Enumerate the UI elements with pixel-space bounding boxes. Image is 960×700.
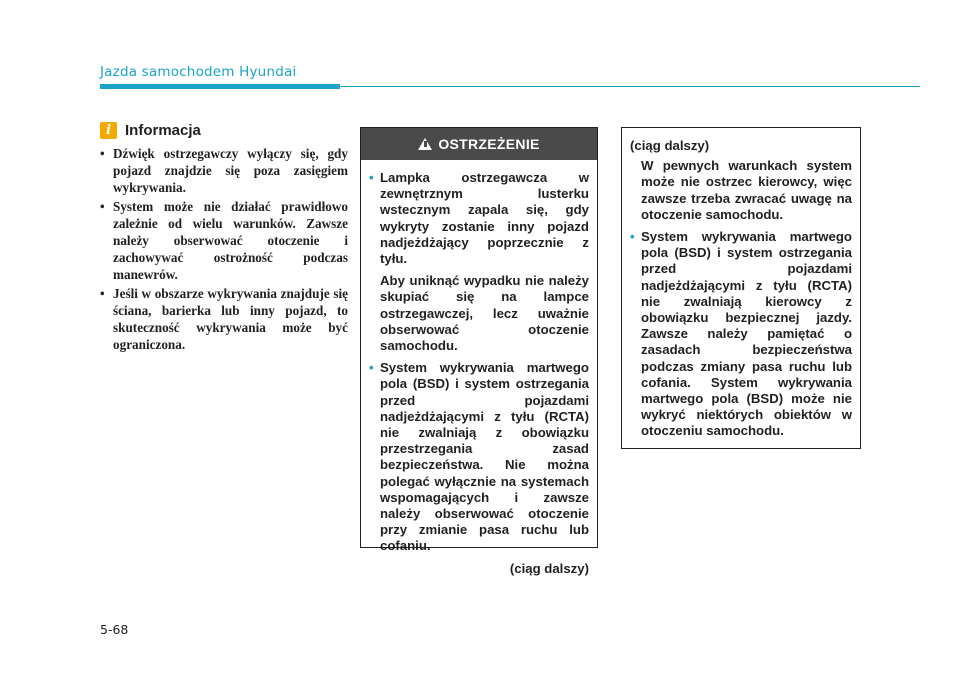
list-item: • Jeśli w obszarze wykrywania znajduje się ściana, barierka lub inny pojazd, to skuteczność wykrywania może być ograniczona. [100,286,348,352]
list-item: • Lampka ostrzegawcza w zewnętrznym lusterku wstecznym zapala się, gdy wykryty zostanie inny pojazd nadjeżdżający poprzecznie z tyłu. [369,170,589,267]
continued-heading: (ciąg dalszy) [630,138,710,153]
information-section [100,122,348,355]
info-icon: i [100,122,117,139]
warning-box [360,127,598,576]
information-heading [100,122,348,139]
warning-header [361,128,597,160]
continued-box [621,127,861,449]
list-item: • System wykrywania martwego pola (BSD) i system ostrzegania przed pojazdami nadjeżdżającymi z tyłu (RCTA) nie zwalniają z obowiązku przestrzegania zasad bezpieczeństwa. Nie można polegać wyłącznie na systemach wspomagających i zawsze należy obserwować otoczenie przy zmianie pasa ruchu lub cofaniu. [369,360,589,554]
list-item: • System może nie działać prawidłowo zależnie od wielu warunków. Zawsze należy obserwować otoczenie i zachowywać ostrożność podczas manewrów. [100,199,348,282]
warning-body [361,160,597,577]
continued-note: (ciąg dalszy) [509,560,589,576]
header-accent-bar [100,84,340,89]
header-title: Jazda samochodem Hyundai [100,64,297,80]
information-list [100,145,348,353]
warning-paragraph: Aby uniknąć wypadku nie należy skupiać się na lampce ostrzegawczej, lecz uważnie obserwować otoczenie samochodu. [380,273,589,354]
list-item: • System wykrywania martwego pola (BSD) i system ostrzegania przed pojazdami nadjeżdżającymi z tyłu (RCTA) nie zwalniają kierowcy z obowiązku bezpiecznej jazdy. Zawsze należy pamiętać o zasadach bezpieczeństwa podczas zmiany pasa ruchu lub cofania. System wykrywania martwego pola (BSD) może nie wykryć niektórych obiektów w otoczeniu samochodu. [630,229,852,439]
header-rule [340,86,920,87]
continued-body [622,128,860,440]
list-item: • Dźwięk ostrzegawczy wyłączy się, gdy pojazd znajdzie się poza zasięgiem wykrywania. [100,146,348,195]
page-number: 5-68 [100,622,129,637]
information-title: Informacja [125,122,201,139]
warning-triangle-icon [418,138,432,150]
continued-paragraph: W pewnych warunkach system może nie ostrzec kierowcy, więc zawsze trzeba zwracać uwagę na otoczenie samochodu. [641,158,852,222]
warning-title: OSTRZEŻENIE [438,136,540,152]
